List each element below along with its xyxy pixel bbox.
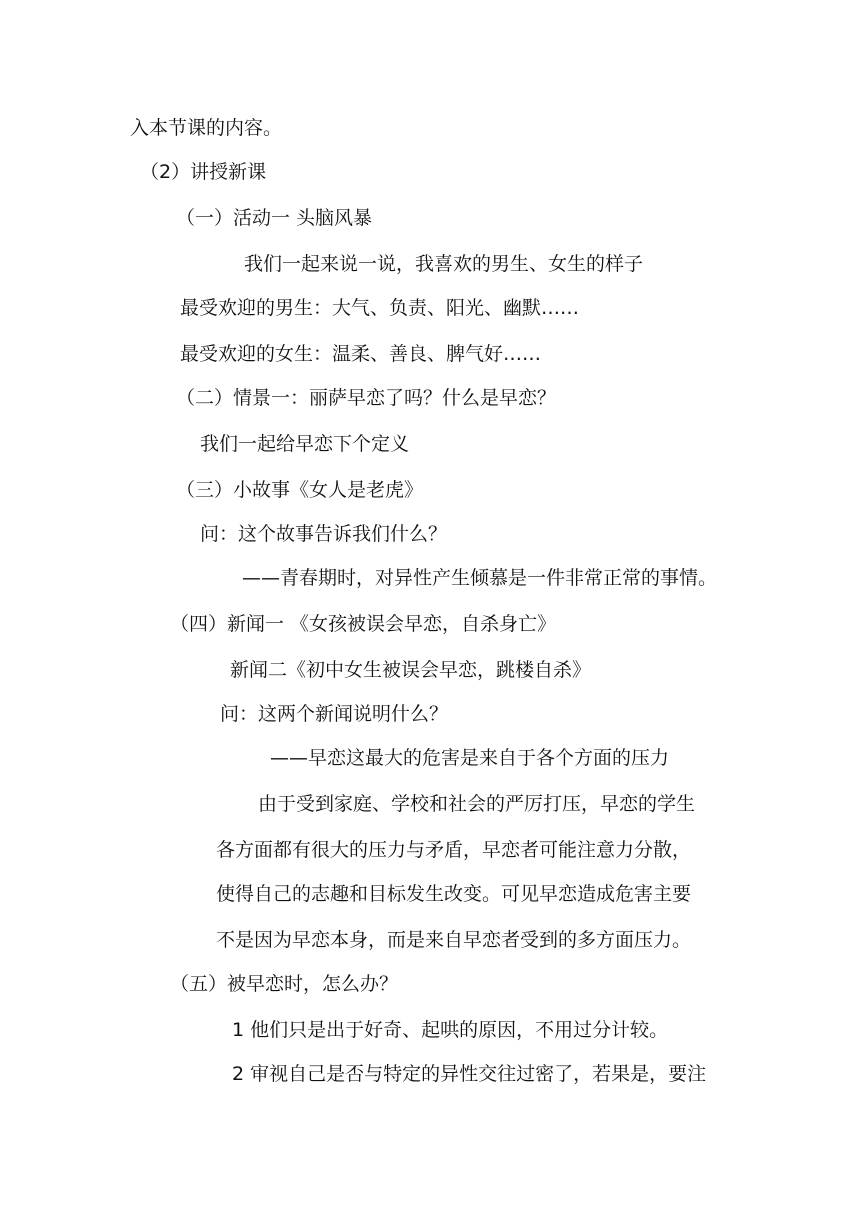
text-line-news-question: 问：这两个新闻说明什么？ (220, 703, 449, 725)
paragraph-line-2: 各方面都有很大的压力与矛盾，早恋者可能注意力分散， (216, 839, 692, 861)
subheading-news-one: （四）新闻一 《女孩被误会早恋，自杀身亡》 (170, 613, 557, 635)
text-line-discussion: 我们一起来说一说，我喜欢的男生、女生的样子 (244, 253, 644, 275)
text-line-define: 我们一起给早恋下个定义 (200, 433, 410, 455)
paragraph-line-1: 由于受到家庭、学校和社会的严厉打压，早恋的学生 (258, 793, 696, 815)
text-line-story-answer: ——青春期时，对异性产生倾慕是一件非常正常的事情。 (242, 567, 718, 589)
subheading-activity-one: （一）活动一 头脑风暴 (176, 207, 373, 229)
subheading-story: （三）小故事《女人是老虎》 (176, 479, 424, 501)
text-line-news-two: 新闻二《初中女生被误会早恋，跳楼自杀》 (230, 659, 592, 681)
list-item-1: 1 他们只是出于好奇、起哄的原因，不用过分计较。 (232, 1019, 669, 1041)
paragraph-line-3: 使得自己的志趣和目标发生改变。可见早恋造成危害主要 (216, 883, 692, 905)
text-line-news-answer: ——早恋这最大的危害是来自于各个方面的压力 (270, 747, 670, 769)
list-item-2: 2 审视自己是否与特定的异性交往过密了，若果是，要注 (232, 1063, 707, 1085)
text-line-popular-girls: 最受欢迎的女生：温柔、善良、脾气好…… (180, 343, 542, 365)
paragraph-line-4: 不是因为早恋本身，而是来自早恋者受到的多方面压力。 (216, 929, 692, 951)
text-line-intro-end: 入本节课的内容。 (130, 117, 283, 139)
text-line-popular-boys: 最受欢迎的男生：大气、负责、阳光、幽默…… (180, 297, 580, 319)
text-line-story-question: 问：这个故事告诉我们什么？ (200, 523, 448, 545)
subheading-scenario-one: （二）情景一：丽萨早恋了吗？什么是早恋？ (176, 387, 557, 409)
section-heading-new-lesson: （2）讲授新课 (140, 161, 267, 183)
subheading-what-to-do: （五）被早恋时，怎么办？ (170, 973, 399, 995)
